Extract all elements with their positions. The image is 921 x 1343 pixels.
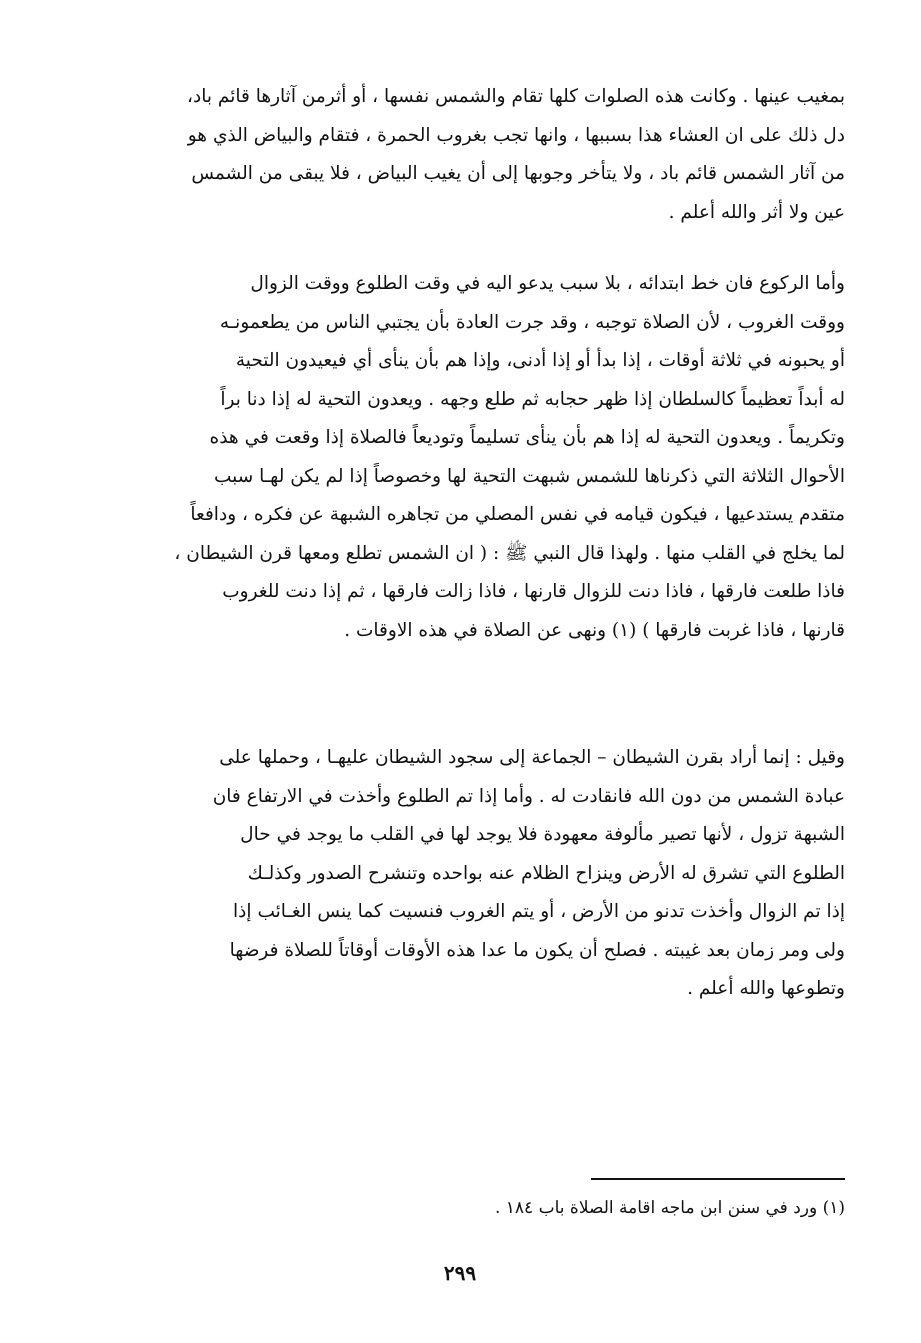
- text-line: قارنها ، فاذا غربت فارقها ) (١) ونهى عن الصلاة في هذه الاوقات .: [344, 619, 845, 641]
- text-line: ولى ومر زمان بعد غيبته . فصلح أن يكون ما عدا هذه الأوقات أوقاتاً للصلاة فرضها: [229, 939, 845, 961]
- text-line: متقدم يستدعيها ، فيكون قيامه في نفس المصلي من تجاهره الشبهة عن فكره ، ودافعاً: [190, 504, 845, 525]
- footnote-divider: [591, 1178, 845, 1180]
- text-line: الطلوع التي تشرق له الأرض وينزاح الظلام عنه بواحده وتنشرح الصدور وكذلـك: [247, 862, 845, 884]
- text-line: الشبهة تزول ، لأنها تصير مألوفة معهودة فلا يوجد لها في القلب ما يوجد في حال: [240, 824, 845, 845]
- text-line: الأحوال الثلاثة التي ذكرناها للشمس شبهت التحية لها وخصوصاً إذا لم يكن لهـا سبب: [213, 465, 845, 487]
- text-line: له أبداً تعظيماً كالسلطان إذا ظهر حجابه ثم طلع وجهه . ويعدون التحية له إذا دنا براً: [220, 388, 845, 410]
- text-line: وأما الركوع فان خط ابتدائه ، بلا سبب يدعو اليه في وقت الطلوع ووقت الزوال: [250, 273, 845, 294]
- text-line: إذا تم الزوال وأخذت تدنو من الأرض ، أو يتم الغروب فنسيت كما ينس الغـائب إذا: [233, 901, 845, 922]
- paragraph-3: [115, 739, 845, 1009]
- text-line: فاذا طلعت فارقها ، فاذا دنت للزوال قارنها ، فاذا زالت فارقها ، ثم إذا دنت للغروب: [222, 581, 845, 602]
- text-line: بمغيب عينها . وكانت هذه الصلوات كلها تقام والشمس نفسها ، أو أثرمن آثارها قائم باد،: [187, 86, 845, 107]
- footnote: (١) ورد في سنن ابن ماجه اقامة الصلاة باب ١٨٤ .: [494, 1198, 845, 1218]
- text-line: من آثار الشمس قائم باد ، ولا يتأخر وجوبها إلى أن يغيب البياض ، فلا يبقى من الشمس: [191, 163, 845, 184]
- text-line: لما يخلج في القلب منها . ولهذا قال النبي ﷺ : ( ان الشمس تطلع ومعها قرن الشيطان ،: [174, 542, 845, 564]
- page-number: ٢٩٩: [443, 1261, 477, 1285]
- text-line: وقيل : إنما أراد بقرن الشيطان – الجماعة إلى سجود الشيطان عليهـا ، وحملها على: [219, 747, 845, 768]
- paragraph-1: [115, 78, 845, 232]
- text-line: دل ذلك على ان العشاء هذا بسببها ، وانها تجب بغروب الحمرة ، فتقام والبياض الذي هو: [187, 124, 845, 146]
- paragraph-2: [115, 265, 845, 650]
- text-line: ووقت الغروب ، لأن الصلاة توجبه ، وقد جرت العادة بأن يجتبي الناس من يطعمونـه: [219, 311, 845, 333]
- text-line: أو يحبونه في ثلاثة أوقات ، إذا بدأ أو إذا أدنى، وإذا هم بأن ينأى أي فيعيدون التحية: [235, 350, 845, 371]
- text-line: وتطوعها والله أعلم .: [687, 978, 845, 999]
- text-line: وتكريماً . ويعدون التحية له إذا هم بأن ينأى تسليماً وتوديعاً فالصلاة إذا وقعت في هذه: [209, 427, 845, 448]
- text-line: عين ولا أثر والله أعلم .: [668, 201, 845, 223]
- text-line: عبادة الشمس من دون الله فانقادت له . وأما إذا تم الطلوع وأخذت في الارتفاع فان: [212, 785, 845, 807]
